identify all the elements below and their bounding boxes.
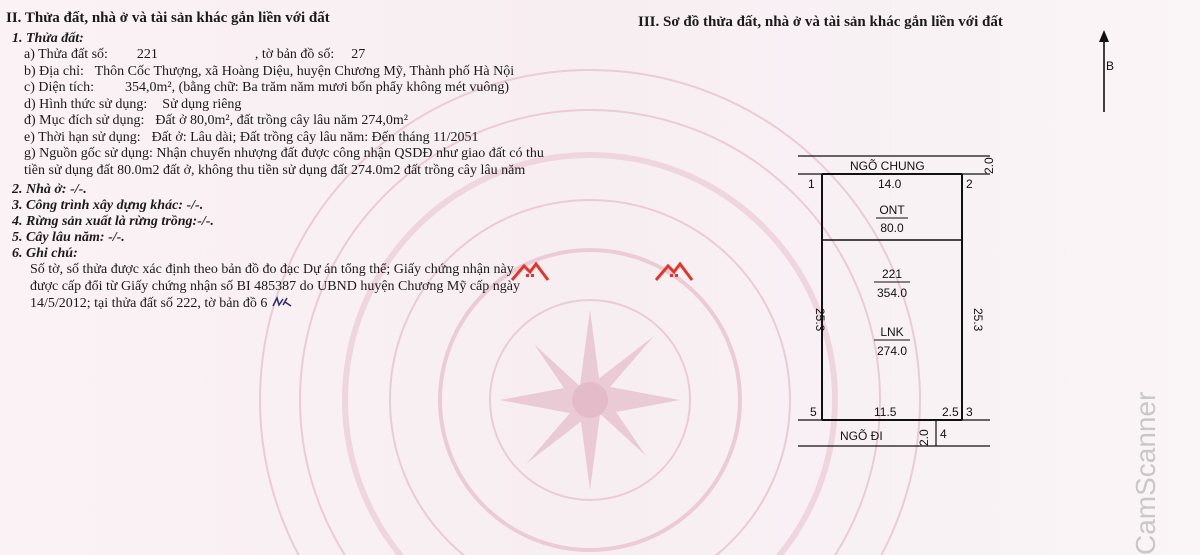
term-label: e) Thời hạn sử dụng:	[24, 129, 141, 145]
top-road-width: 2.0	[982, 157, 996, 174]
area-line	[24, 80, 606, 97]
lnk-label: LNK	[880, 325, 904, 339]
perennial-line: 5. Cây lâu năm: -/-.	[12, 230, 125, 245]
bottom-edge-a-length: 11.5	[874, 405, 897, 419]
section-title-ii: II. Thửa đất, nhà ở và tài sản khác gắn liền với đất	[6, 10, 330, 26]
corner-4-label: 4	[940, 427, 947, 441]
corner-5-label: 5	[810, 405, 817, 419]
plot-diagram	[790, 28, 1020, 458]
house-logo-icon	[652, 258, 696, 286]
address-line	[24, 64, 606, 81]
plot-number-value: 221	[136, 47, 158, 62]
notes-body: Số tờ, số thửa được xác định theo bản đồ đo đạc Dự án tổng thể; Giấy chứng nhận này được cấp đổi từ Giấy chứng nhận số BI 485387 do UBND huyện Chương Mỹ cấp ngày 14/5/2012; tại thửa đất số 222, tờ bản đồ 6	[30, 262, 520, 311]
ont-label: ONT	[879, 203, 905, 217]
plot-number-label: a) Thửa đất số:	[24, 47, 108, 62]
origin-text: g) Nguồn gốc sử dụng: Nhận chuyển nhượng đất được công nhận QSDĐ như giao đất có thu tiền sử dụng đất 80.0m2 đất ở, không thu tiền sử dụng đất 274.0m2 đất trồng cây lâu năm	[24, 146, 544, 178]
usage-form-value: Sử dụng riêng	[162, 96, 242, 112]
area-value: 354,0m², (bằng chữ: Ba trăm năm mươi bốn phẩy không mét vuông)	[124, 80, 510, 95]
plot-number-line	[24, 47, 606, 64]
term-value: Đất ở: Lâu dài; Đất trồng cây lâu năm: Đến tháng 11/2051	[151, 129, 479, 145]
top-road-label: NGÕ CHUNG	[850, 159, 925, 173]
address-value: Thôn Cốc Thượng, xã Hoàng Diệu, huyện Chương Mỹ, Thành phố Hà Nội	[94, 63, 515, 79]
ont-area: 80.0	[880, 221, 904, 235]
north-label: B	[1106, 59, 1115, 73]
term-line	[24, 130, 606, 147]
lnk-area: 274.0	[876, 344, 908, 358]
purpose-label: đ) Mục đích sử dụng:	[24, 113, 145, 128]
corner-3-label: 3	[966, 405, 973, 419]
right-edge-length: 25.3	[971, 308, 985, 332]
usage-form-label: d) Hình thức sử dụng:	[24, 96, 148, 112]
purpose-value: Đất ở 80,0m², đất trồng cây lâu năm 274,0m²	[155, 113, 408, 128]
plot-area: 354.0	[876, 286, 908, 300]
camscanner-watermark: CamScanner	[1130, 391, 1161, 555]
corner-2-label: 2	[966, 177, 973, 191]
forest-line: 4. Rừng sản xuất là rừng trồng:-/-.	[12, 214, 214, 229]
top-edge-length: 14.0	[878, 177, 902, 191]
map-sheet-label: , tờ bản đồ số:	[254, 47, 335, 62]
left-edge-length: 25.3	[813, 308, 827, 332]
land-heading: 1. Thửa đất:	[12, 31, 84, 46]
address-label: b) Địa chỉ:	[24, 63, 84, 79]
corner-1-label: 1	[808, 177, 815, 191]
section-title-iii: III. Sơ đồ thửa đất, nhà ở và tài sản khác gắn liền với đất	[638, 14, 1003, 30]
land-info-section	[6, 10, 606, 313]
bottom-road-width: 2.0	[917, 429, 931, 446]
construction-line: 3. Công trình xây dựng khác: -/-.	[12, 198, 204, 213]
handwritten-initials-icon	[271, 295, 293, 309]
bottom-edge-b-length: 2.5	[942, 405, 959, 419]
house-line: 2. Nhà ở: -/-.	[12, 182, 87, 197]
bottom-road-label: NGÕ ĐI	[840, 429, 883, 443]
notes-text	[30, 262, 530, 313]
purpose-line	[24, 113, 606, 130]
plot-number: 221	[881, 267, 903, 281]
north-arrow-icon	[1096, 30, 1120, 114]
notes-heading: 6. Ghi chú:	[12, 246, 78, 261]
map-sheet-value: 27	[351, 47, 366, 62]
usage-form-line	[24, 97, 606, 114]
area-label: c) Diện tích:	[24, 80, 94, 95]
